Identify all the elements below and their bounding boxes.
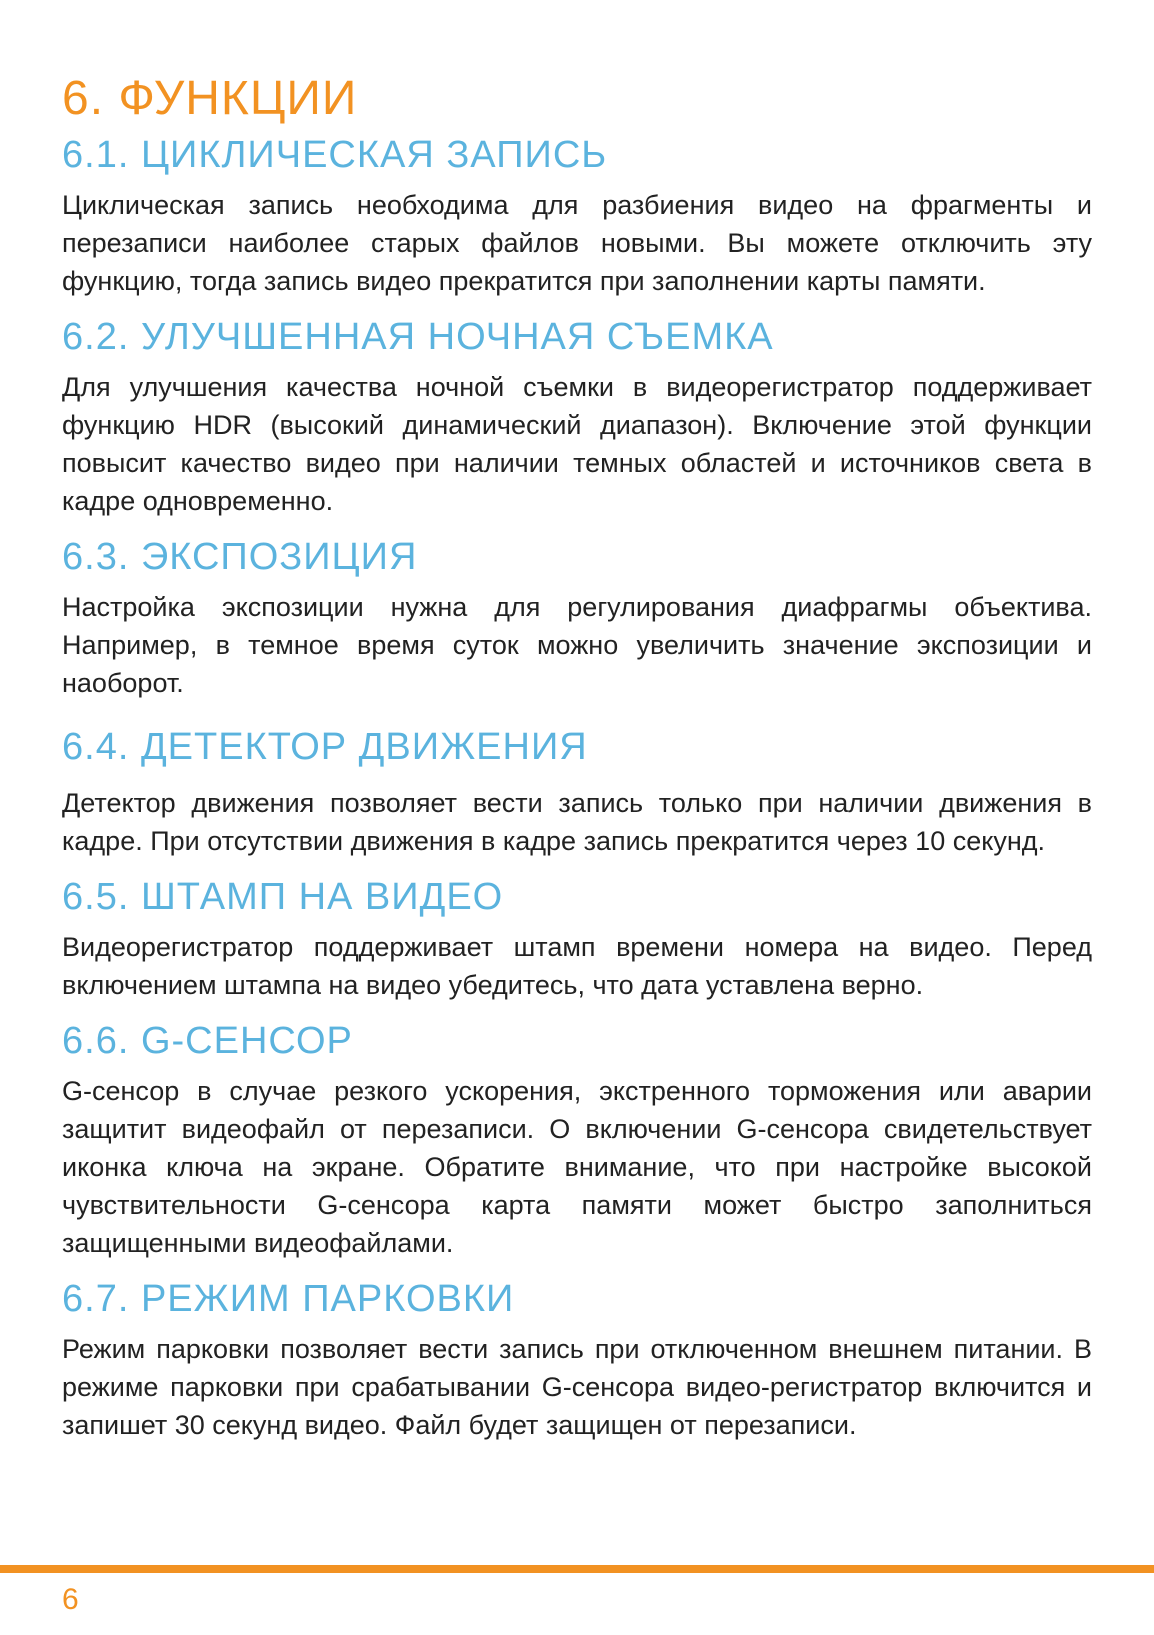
section-text: G-сенсор в случае резкого ускорения, экстренного торможения или аварии защитит видеофайл от перезаписи. О включении G-сенсора свидетельствует иконка ключа на экране. Обратите внимание, что при настройке высокой чувствительности G-сенсора карта памяти может быстро заполниться защищенными видеофайлами. [62, 1076, 1092, 1258]
section-exposure [62, 532, 1092, 702]
page-number: 6 [62, 1583, 79, 1616]
section-title: 6.1. ЦИКЛИЧЕСКАЯ ЗАПИСЬ [62, 134, 608, 176]
section-parking-mode [62, 1274, 1092, 1444]
footer-divider [0, 1565, 1154, 1573]
chapter-title: 6. ФУНКЦИИ [62, 72, 358, 125]
section-video-stamp [62, 872, 1092, 1004]
section-text: Детектор движения позволяет вести запись только при наличии движения в кадре. При отсутствии движения в кадре запись прекратится через 10 секунд. [62, 788, 1092, 856]
section-title: 6.2. УЛУЧШЕННАЯ НОЧНАЯ СЪЕМКА [62, 316, 774, 358]
section-text: Циклическая запись необходима для разбиения видео на фрагменты и перезаписи наиболее старых файлов новыми. Вы можете отключить эту функцию, тогда запись видео прекратится при заполнении карты памяти. [62, 190, 1092, 296]
section-g-sensor [62, 1016, 1092, 1262]
section-text: Для улучшения качества ночной съемки в видеорегистратор поддерживает функцию HDR (высокий динамический диапазон). Включение этой функции повысит качество видео при наличии темных областей и источников света в кадре одновременно. [62, 372, 1092, 516]
section-text: Режим парковки позволяет вести запись при отключенном внешнем питании. В режиме парковки при срабатывании G-сенсора видео-регистратор включится и запишет 30 секунд видео. Файл будет защищен от перезаписи. [62, 1334, 1092, 1440]
section-motion-detector [62, 722, 1092, 860]
section-text: Видеорегистратор поддерживает штамп времени номера на видео. Перед включением штампа на видео убедитесь, что дата уставлена верно. [62, 932, 1092, 1000]
section-cyclic-recording [62, 130, 1092, 300]
section-title: 6.5. ШТАМП НА ВИДЕО [62, 876, 504, 918]
section-title: 6.4. ДЕТЕКТОР ДВИЖЕНИЯ [62, 726, 588, 768]
section-title: 6.6. G-СЕНСОР [62, 1020, 353, 1062]
section-night-shooting [62, 312, 1092, 520]
section-title: 6.3. ЭКСПОЗИЦИЯ [62, 536, 418, 578]
section-text: Настройка экспозиции нужна для регулирования диафрагмы объектива. Например, в темное время суток можно увеличить значение экспозиции и наоборот. [62, 592, 1092, 698]
page-content [62, 68, 1092, 1444]
section-title: 6.7. РЕЖИМ ПАРКОВКИ [62, 1278, 515, 1320]
